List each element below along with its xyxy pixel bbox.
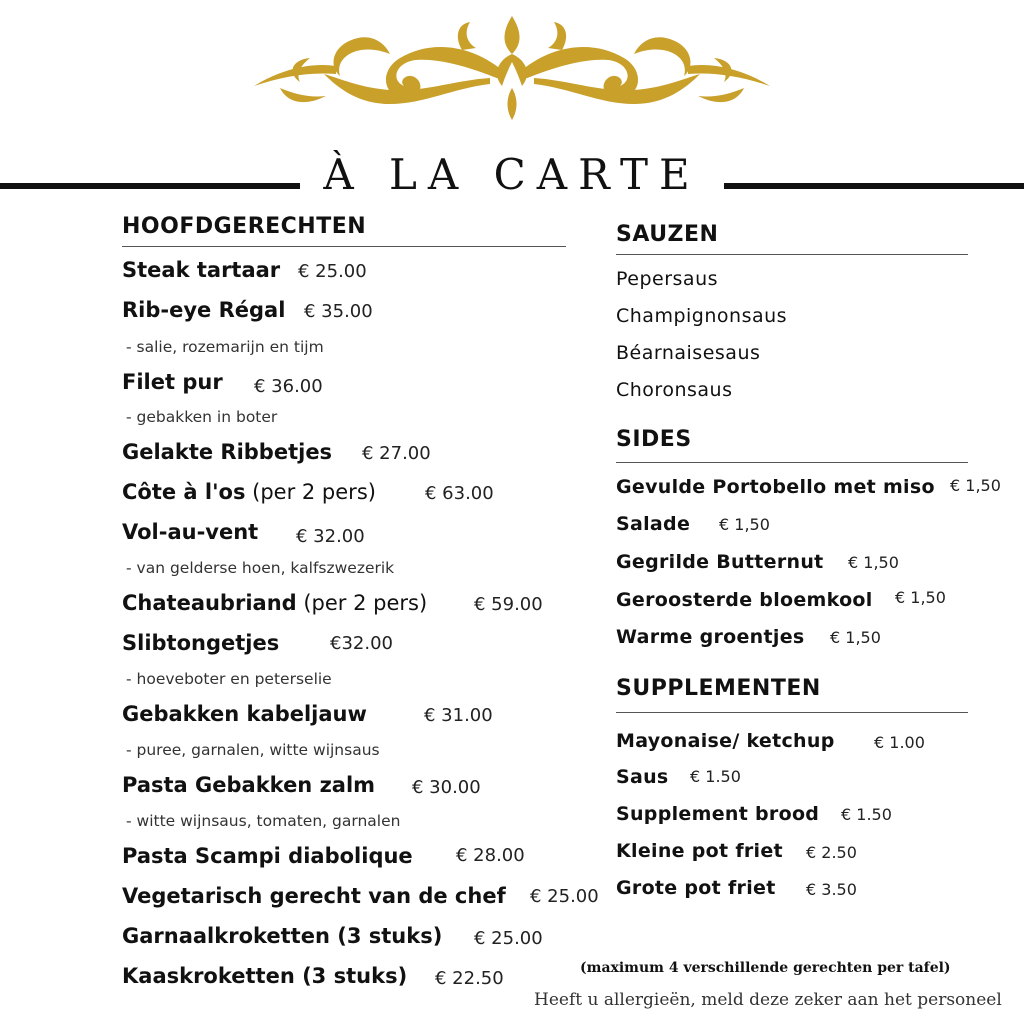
sides-heading: SIDES xyxy=(616,427,692,452)
dish-name: Rib-eye Régal xyxy=(122,298,286,322)
sauces-heading: SAUZEN xyxy=(616,222,719,247)
dish-description: - puree, garnalen, witte wijnsaus xyxy=(126,741,380,759)
dish-description: - hoeveboter en peterselie xyxy=(126,670,332,688)
sides-heading-rule xyxy=(616,462,968,463)
dish-price: € 36.00 xyxy=(254,376,323,397)
sauce-item: Choronsaus xyxy=(616,379,733,401)
page-title: À LA CARTE xyxy=(323,150,701,199)
dish-name: Gelakte Ribbetjes xyxy=(122,440,333,464)
dish-price: € 28.00 xyxy=(456,845,525,866)
sauce-item: Champignonsaus xyxy=(616,305,788,327)
sauces-heading-rule xyxy=(616,254,968,255)
side-price: € 1,50 xyxy=(719,515,770,534)
dish-name: Filet pur xyxy=(122,370,223,394)
main-heading: HOOFDGERECHTEN xyxy=(122,214,367,239)
allergy-note: Heeft u allergieën, meld deze zeker aan het personeel xyxy=(534,990,1002,1010)
supplements-heading-rule xyxy=(616,712,968,713)
dish-price: € 25.00 xyxy=(474,928,543,949)
dish-price: € 25.00 xyxy=(530,886,599,907)
side-name: Salade xyxy=(616,513,691,535)
supplement-name: Saus xyxy=(616,766,669,788)
dish-price: € 32.00 xyxy=(296,526,365,547)
side-price: € 1,50 xyxy=(830,628,881,647)
dish-price: € 22.50 xyxy=(435,968,504,989)
dish-description: - salie, rozemarijn en tijm xyxy=(126,338,324,356)
supplement-name: Mayonaise/ ketchup xyxy=(616,730,835,752)
side-name: Gegrilde Butternut xyxy=(616,551,824,573)
supplement-price: € 1.50 xyxy=(690,767,741,786)
dish-price: € 35.00 xyxy=(304,301,373,322)
dish-name: Côte à l'os (per 2 pers) xyxy=(122,480,376,504)
side-name: Geroosterde bloemkool xyxy=(616,589,873,611)
sauce-item: Béarnaisesaus xyxy=(616,342,761,364)
dish-name: Kaaskroketten (3 stuks) xyxy=(122,964,408,988)
title-rule-right xyxy=(724,183,1024,189)
dish-name: Steak tartaar xyxy=(122,258,281,282)
dish-description: - witte wijnsaus, tomaten, garnalen xyxy=(126,812,401,830)
side-price: € 1,50 xyxy=(895,588,946,607)
gold-ornament xyxy=(240,14,784,124)
dish-name: Chateaubriand (per 2 pers) xyxy=(122,591,428,615)
dish-price: € 25.00 xyxy=(298,261,367,282)
side-price: € 1,50 xyxy=(950,476,1001,495)
title-rule-left xyxy=(0,183,300,189)
dish-name: Gebakken kabeljauw xyxy=(122,702,367,726)
max-dishes-note: (maximum 4 verschillende gerechten per tafel) xyxy=(580,960,951,976)
dish-description: - gebakken in boter xyxy=(126,408,278,426)
side-name: Gevulde Portobello met miso xyxy=(616,476,935,498)
dish-description: - van gelderse hoen, kalfszwezerik xyxy=(126,559,395,577)
dish-name: Slibtongetjes xyxy=(122,631,280,655)
dish-name: Garnaalkroketten (3 stuks) xyxy=(122,924,443,948)
supplement-name: Supplement brood xyxy=(616,803,820,825)
main-heading-rule xyxy=(122,246,566,247)
side-price: € 1,50 xyxy=(848,553,899,572)
supplement-price: € 1.00 xyxy=(874,733,925,752)
dish-name: Pasta Scampi diabolique xyxy=(122,844,413,868)
dish-name: Pasta Gebakken zalm xyxy=(122,773,376,797)
dish-price: € 59.00 xyxy=(474,594,543,615)
side-name: Warme groentjes xyxy=(616,626,805,648)
supplement-price: € 3.50 xyxy=(806,880,857,899)
dish-price: €32.00 xyxy=(330,633,393,654)
dish-price: € 31.00 xyxy=(424,705,493,726)
supplement-price: € 1.50 xyxy=(841,805,892,824)
dish-price: € 30.00 xyxy=(412,777,481,798)
supplement-name: Grote pot friet xyxy=(616,877,776,899)
dish-name: Vol-au-vent xyxy=(122,520,259,544)
supplement-name: Kleine pot friet xyxy=(616,840,783,862)
dish-price: € 63.00 xyxy=(425,483,494,504)
supplements-heading: SUPPLEMENTEN xyxy=(616,676,821,701)
sauce-item: Pepersaus xyxy=(616,268,719,290)
dish-price: € 27.00 xyxy=(362,443,431,464)
dish-name: Vegetarisch gerecht van de chef xyxy=(122,884,506,908)
supplement-price: € 2.50 xyxy=(806,843,857,862)
